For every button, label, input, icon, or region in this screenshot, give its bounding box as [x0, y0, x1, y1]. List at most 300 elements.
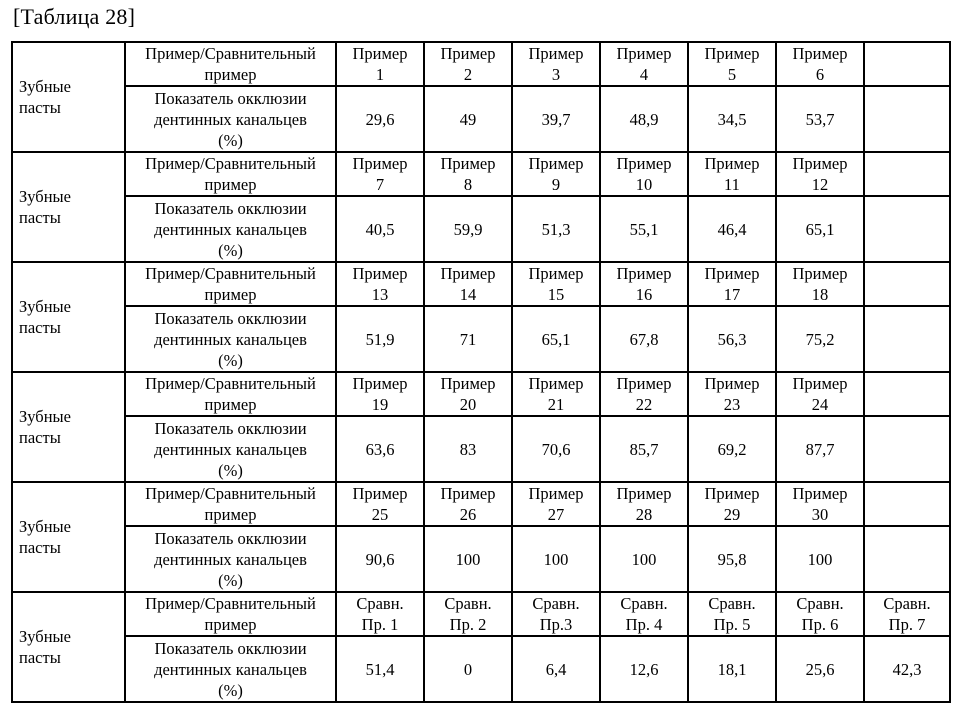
example-header-line: пример [204, 175, 257, 194]
example-name [777, 483, 863, 525]
example-name-cell [600, 152, 688, 196]
example-name-cell [512, 262, 600, 306]
metric-label [126, 198, 335, 261]
example-name [777, 43, 863, 85]
example-row [12, 592, 950, 636]
metric-label-line: (%) [218, 570, 243, 590]
occlusion-value: 6,4 [545, 659, 567, 679]
example-name-line: Сравн. [620, 594, 668, 613]
occlusion-value: 49 [459, 109, 477, 129]
value-row [12, 636, 950, 702]
example-header-cell [125, 42, 336, 86]
metric-label-line: Показатель окклюзии [154, 638, 307, 658]
occlusion-value-cell [688, 86, 776, 152]
group-label-line: пасты [19, 538, 61, 557]
example-name-line: Сравн. [883, 594, 931, 613]
example-name-line [865, 174, 949, 195]
example-name [337, 483, 423, 525]
example-name [513, 153, 599, 195]
example-name-line: Пр. 5 [713, 615, 751, 634]
occlusion-value: 46,4 [717, 219, 747, 239]
example-name-line: Пример [440, 374, 496, 393]
example-name-line: 26 [459, 505, 477, 524]
example-name-cell [424, 592, 512, 636]
metric-label-line: Показатель окклюзии [154, 88, 307, 108]
example-name-line: 30 [811, 505, 829, 524]
example-name-cell [424, 372, 512, 416]
example-row [12, 482, 950, 526]
example-name-line: 17 [723, 285, 741, 304]
group-label-cell [12, 592, 125, 702]
occlusion-value-cell [336, 306, 424, 372]
table-body [12, 42, 950, 702]
example-name-line: Пример [528, 264, 584, 283]
example-name [601, 263, 687, 305]
example-name-line: Пример [440, 264, 496, 283]
group-label [19, 296, 124, 338]
example-header-label [126, 153, 335, 195]
example-name-cell [864, 152, 950, 196]
example-name-line [865, 43, 949, 64]
example-name-line: 18 [811, 285, 829, 304]
occlusion-value-cell [424, 196, 512, 262]
example-name-line [865, 263, 949, 284]
example-name-line: 2 [463, 65, 473, 84]
example-name [601, 483, 687, 525]
example-name-line: 1 [375, 65, 385, 84]
example-name-cell [336, 152, 424, 196]
occlusion-value-cell [336, 526, 424, 592]
occlusion-value-cell [336, 416, 424, 482]
example-name-cell [336, 372, 424, 416]
example-name-line: 10 [635, 175, 653, 194]
example-name-line: Пример [352, 374, 408, 393]
example-header-cell [125, 372, 336, 416]
example-header-line: Пример/Сравнительный [145, 154, 316, 173]
group-label-line: пасты [19, 428, 61, 447]
occlusion-value-cell [424, 526, 512, 592]
example-name-cell [864, 262, 950, 306]
example-name-cell [512, 152, 600, 196]
occlusion-value-cell [776, 636, 864, 702]
example-name-cell [512, 592, 600, 636]
occlusion-value-cell [424, 416, 512, 482]
example-name-line: Сравн. [796, 594, 844, 613]
group-label [19, 516, 124, 558]
occlusion-value: 83 [459, 439, 477, 459]
group-label [19, 626, 124, 668]
group-label-cell [12, 152, 125, 262]
example-name-line: 12 [811, 175, 829, 194]
group-label-line: Зубные [19, 187, 71, 206]
example-name-line: Пример [528, 44, 584, 63]
group-label-cell [12, 482, 125, 592]
group-label-line: пасты [19, 318, 61, 337]
example-name-line: 9 [551, 175, 561, 194]
example-name [865, 483, 949, 525]
example-header-cell [125, 482, 336, 526]
occlusion-value: 25,6 [805, 659, 835, 679]
occlusion-value-cell [864, 416, 950, 482]
example-header-cell [125, 262, 336, 306]
example-name-cell [688, 152, 776, 196]
occlusion-value: 71 [459, 329, 477, 349]
group-label-line: Зубные [19, 517, 71, 536]
example-name-line: Пример [616, 264, 672, 283]
metric-label-line: Показатель окклюзии [154, 198, 307, 218]
example-name-cell [600, 372, 688, 416]
example-name-cell [336, 42, 424, 86]
occlusion-value: 12,6 [629, 659, 659, 679]
example-name [337, 593, 423, 635]
metric-label-cell [125, 416, 336, 482]
example-header-line: Пример/Сравнительный [145, 44, 316, 63]
example-header-line: пример [204, 395, 257, 414]
example-header-label [126, 43, 335, 85]
example-name [337, 43, 423, 85]
example-row [12, 372, 950, 416]
example-name-line: Пример [792, 154, 848, 173]
example-name-line: Пример [440, 484, 496, 503]
occlusion-value: 18,1 [717, 659, 747, 679]
example-name-cell [864, 42, 950, 86]
example-name-line: 29 [723, 505, 741, 524]
occlusion-value-cell [864, 86, 950, 152]
metric-label-cell [125, 306, 336, 372]
example-name-line: Пример [616, 44, 672, 63]
example-name-line: Пр. 4 [625, 615, 663, 634]
example-name-cell [688, 372, 776, 416]
example-name [425, 263, 511, 305]
example-name [777, 153, 863, 195]
occlusion-value: 100 [631, 549, 657, 569]
example-name [601, 153, 687, 195]
example-name [513, 373, 599, 415]
group-label-cell [12, 372, 125, 482]
example-name-line [865, 394, 949, 415]
example-name-line: Пример [352, 264, 408, 283]
example-name-line [865, 483, 949, 504]
occlusion-value-cell [776, 306, 864, 372]
metric-label-line: дентинных канальцев [154, 549, 307, 569]
example-name-cell [336, 482, 424, 526]
example-name-line: 21 [547, 395, 565, 414]
example-name-line: 8 [463, 175, 473, 194]
example-name-cell [600, 262, 688, 306]
example-name-line: Пример [616, 374, 672, 393]
occlusion-value-cell [600, 526, 688, 592]
example-name-line: Сравн. [444, 594, 492, 613]
example-name [425, 153, 511, 195]
occlusion-value: 51,3 [541, 219, 571, 239]
example-name-cell [336, 592, 424, 636]
example-name-line: Пример [792, 44, 848, 63]
example-name [689, 593, 775, 635]
example-name-line: Сравн. [532, 594, 580, 613]
occlusion-value: 40,5 [365, 219, 395, 239]
occlusion-value-cell [864, 306, 950, 372]
metric-label-line: (%) [218, 240, 243, 260]
occlusion-value-cell [600, 196, 688, 262]
example-name [425, 483, 511, 525]
example-name-line: 16 [635, 285, 653, 304]
example-name [425, 373, 511, 415]
example-name-cell [336, 262, 424, 306]
example-name-line: 27 [547, 505, 565, 524]
occlusion-value: 51,9 [365, 329, 395, 349]
example-name-line: Пр. 2 [449, 615, 487, 634]
example-name-cell [512, 372, 600, 416]
metric-label-line: дентинных канальцев [154, 439, 307, 459]
example-name-line: 22 [635, 395, 653, 414]
example-name-line: Пример [528, 374, 584, 393]
example-name [601, 593, 687, 635]
metric-label-cell [125, 636, 336, 702]
occlusion-value-cell [512, 306, 600, 372]
example-header-cell [125, 592, 336, 636]
example-row [12, 42, 950, 86]
metric-label-line: (%) [218, 680, 243, 700]
example-name-line: Пример [352, 154, 408, 173]
occlusion-value-cell [688, 636, 776, 702]
occlusion-value: 53,7 [805, 109, 835, 129]
occlusion-value: 87,7 [805, 439, 835, 459]
example-name-line: Пример [704, 374, 760, 393]
occlusion-value: 65,1 [805, 219, 835, 239]
example-name-line: Пример [704, 484, 760, 503]
example-name-line: Пример [792, 484, 848, 503]
occlusion-value-cell [512, 196, 600, 262]
example-name [865, 593, 949, 635]
example-row [12, 152, 950, 196]
example-name-line: 25 [371, 505, 389, 524]
metric-label [126, 308, 335, 371]
group-label-line: Зубные [19, 297, 71, 316]
occlusion-value-cell [688, 306, 776, 372]
example-header-line: Пример/Сравнительный [145, 484, 316, 503]
example-name-line: Пример [352, 44, 408, 63]
metric-label-cell [125, 86, 336, 152]
example-name-line: 28 [635, 505, 653, 524]
example-name-cell [776, 372, 864, 416]
metric-label-line: (%) [218, 130, 243, 150]
value-row [12, 196, 950, 262]
example-name-cell [424, 262, 512, 306]
example-name-line: Пр. 7 [888, 615, 926, 634]
occlusion-value-cell [424, 86, 512, 152]
example-name-line: 5 [727, 65, 737, 84]
occlusion-value: 42,3 [892, 659, 922, 679]
occlusion-value-cell [336, 196, 424, 262]
example-name [865, 153, 949, 195]
example-header-cell [125, 152, 336, 196]
occlusion-value-cell [776, 86, 864, 152]
example-name-cell [776, 592, 864, 636]
example-name [689, 483, 775, 525]
occlusion-value-cell [512, 86, 600, 152]
example-name [337, 373, 423, 415]
example-name-line: Пример [704, 154, 760, 173]
occlusion-value: 55,1 [629, 219, 659, 239]
occlusion-value-cell [688, 416, 776, 482]
occlusion-value: 48,9 [629, 109, 659, 129]
example-name [689, 43, 775, 85]
occlusion-value: 63,6 [365, 439, 395, 459]
metric-label-line: дентинных канальцев [154, 659, 307, 679]
value-row [12, 306, 950, 372]
group-label-line: Зубные [19, 407, 71, 426]
occlusion-value-cell [424, 636, 512, 702]
metric-label-cell [125, 196, 336, 262]
example-name-line: 20 [459, 395, 477, 414]
example-name-cell [600, 42, 688, 86]
metric-label [126, 418, 335, 481]
occlusion-value-cell [688, 526, 776, 592]
metric-label [126, 638, 335, 701]
occlusion-value: 100 [807, 549, 833, 569]
metric-label-line: Показатель окклюзии [154, 308, 307, 328]
example-name [601, 373, 687, 415]
group-label-cell [12, 262, 125, 372]
example-name-line: Пример [352, 484, 408, 503]
example-name-cell [424, 482, 512, 526]
example-name [513, 263, 599, 305]
example-name-line: Пример [792, 374, 848, 393]
example-name [865, 263, 949, 305]
example-name [777, 593, 863, 635]
value-row [12, 86, 950, 152]
example-name-cell [864, 592, 950, 636]
example-name-cell [688, 42, 776, 86]
example-name-cell [688, 482, 776, 526]
example-name-line: Пр.3 [539, 615, 573, 634]
occlusion-value: 100 [455, 549, 481, 569]
example-name-line: Пример [440, 154, 496, 173]
example-header-label [126, 373, 335, 415]
metric-label-line: дентинных канальцев [154, 109, 307, 129]
example-name-line: Пример [528, 484, 584, 503]
occlusion-value: 34,5 [717, 109, 747, 129]
example-name-line: Пр. 6 [801, 615, 839, 634]
occlusion-value: 67,8 [629, 329, 659, 349]
example-name-line: 3 [551, 65, 561, 84]
example-name-line: 24 [811, 395, 829, 414]
occlusion-value-cell [512, 416, 600, 482]
example-name-line: 23 [723, 395, 741, 414]
occlusion-value: 51,4 [365, 659, 395, 679]
example-name [865, 43, 949, 85]
example-name [689, 373, 775, 415]
metric-label [126, 88, 335, 151]
example-name [865, 373, 949, 415]
metric-label-line: (%) [218, 350, 243, 370]
occlusion-value: 70,6 [541, 439, 571, 459]
metric-label-line: дентинных канальцев [154, 219, 307, 239]
group-label-line: Зубные [19, 627, 71, 646]
group-label-line: пасты [19, 208, 61, 227]
occlusion-value: 95,8 [717, 549, 747, 569]
example-name-line: 15 [547, 285, 565, 304]
occlusion-value: 29,6 [365, 109, 395, 129]
example-name-cell [600, 592, 688, 636]
example-name-cell [512, 482, 600, 526]
table-caption: [Таблица 28] [13, 4, 136, 29]
example-header-line: пример [204, 65, 257, 84]
example-name-line: Пример [528, 154, 584, 173]
example-name [689, 153, 775, 195]
example-header-label [126, 263, 335, 305]
occlusion-value: 59,9 [453, 219, 483, 239]
occlusion-value-cell [864, 636, 950, 702]
occlusion-value: 75,2 [805, 329, 835, 349]
example-name-cell [864, 372, 950, 416]
group-label [19, 76, 124, 118]
example-name [777, 263, 863, 305]
occlusion-value-cell [600, 416, 688, 482]
example-header-label [126, 593, 335, 635]
occlusion-value-cell [336, 86, 424, 152]
group-label-line: пасты [19, 98, 61, 117]
occlusion-value: 39,7 [541, 109, 571, 129]
occlusion-value-cell [864, 526, 950, 592]
example-name-cell [512, 42, 600, 86]
example-name-cell [424, 152, 512, 196]
example-name-cell [688, 592, 776, 636]
example-name-line [865, 284, 949, 305]
occlusion-value-cell [600, 306, 688, 372]
example-name-line [865, 504, 949, 525]
example-name-cell [864, 482, 950, 526]
example-name-line: Пример [616, 484, 672, 503]
metric-label-line: Показатель окклюзии [154, 418, 307, 438]
example-header-line: пример [204, 615, 257, 634]
example-name [425, 43, 511, 85]
occlusion-value-cell [600, 636, 688, 702]
group-label-cell [12, 42, 125, 152]
example-name-cell [776, 482, 864, 526]
occlusion-value-cell [776, 416, 864, 482]
example-header-line: Пример/Сравнительный [145, 264, 316, 283]
example-name-line: 11 [724, 175, 740, 194]
example-name-cell [424, 42, 512, 86]
occlusion-value: 85,7 [629, 439, 659, 459]
occlusion-value-cell [776, 526, 864, 592]
example-name-line [865, 153, 949, 174]
example-row [12, 262, 950, 306]
example-name [337, 263, 423, 305]
occlusion-value-cell [600, 86, 688, 152]
example-name-line: Пример [704, 44, 760, 63]
example-name [513, 483, 599, 525]
example-name [777, 373, 863, 415]
example-name-line: 19 [371, 395, 389, 414]
example-name-line: 7 [375, 175, 385, 194]
group-label-line: пасты [19, 648, 61, 667]
occlusion-value-cell [336, 636, 424, 702]
example-name [513, 593, 599, 635]
occlusion-value-cell [424, 306, 512, 372]
occlusion-value: 0 [463, 659, 473, 679]
example-name-line [865, 373, 949, 394]
occlusion-value: 56,3 [717, 329, 747, 349]
occlusion-value-cell [688, 196, 776, 262]
example-name-line: Пример [616, 154, 672, 173]
group-label [19, 406, 124, 448]
example-name-cell [776, 42, 864, 86]
metric-label-cell [125, 526, 336, 592]
group-label [19, 186, 124, 228]
example-name-line: 6 [815, 65, 825, 84]
